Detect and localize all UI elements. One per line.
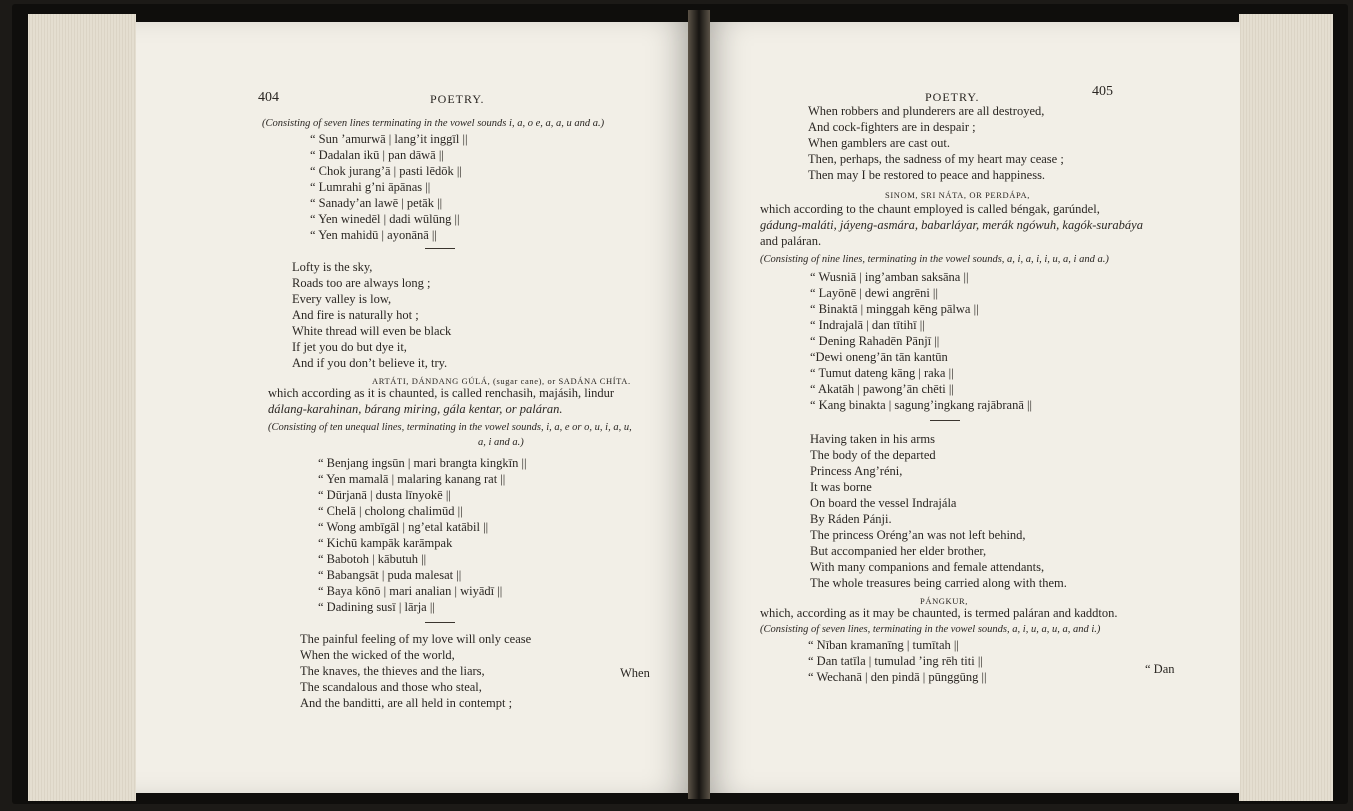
right-page-edges [1239, 14, 1333, 801]
verse-line: “ Akatāh | pawong’ān chēti || [810, 382, 954, 396]
translation-line: But accompanied her elder brother, [810, 544, 987, 558]
verse-line: “Dewi oneng’ān tān kantūn [810, 350, 948, 364]
translation-line: And the banditti, are all held in contempt ; [300, 696, 513, 710]
verse-line: “ Layōnē | dewi angrēni || [810, 286, 938, 300]
verse-line: “ Wusniā | ing’amban saksāna || [810, 270, 969, 284]
left-running-head: POETRY. [430, 92, 485, 106]
section-rule [425, 622, 455, 623]
translation-line: Roads too are always long ; [292, 276, 431, 290]
right-running-head: POETRY. [925, 90, 980, 104]
verse-line: “ Wong ambīgāl | ng’etal katābil || [318, 520, 489, 534]
translation-line: The scandalous and those who steal, [300, 680, 482, 694]
verse-line: “ Dadalan ikū | pan dāwā || [310, 148, 444, 162]
verse-line: “ Sun ’amurwā | lang’it inggīl || [310, 132, 468, 146]
verse-line: “ Kichū kampāk karāmpak [318, 536, 453, 550]
verse-form-note: (Consisting of seven lines terminating in the vowel sounds i, a, o e, a, a, u and a.) [262, 118, 605, 129]
body-line: gádung-maláti, jáyeng-asmára, babarláyar, merák ngówuh, kagók-surabáya [760, 218, 1143, 232]
body-line: dálang-karahinan, bárang miring, gála kentar, or paláran. [268, 402, 563, 416]
translation-line: And cock-fighters are in despair ; [808, 120, 976, 134]
translation-line: When robbers and plunderers are all destroyed, [808, 104, 1045, 118]
verse-line: “ Chok jurang’ā | pasti lēdōk || [310, 164, 462, 178]
left-page-number: 404 [258, 90, 279, 105]
translation-line: On board the vessel Indrajála [810, 496, 957, 510]
section-heading: PÁNGKUR, [920, 596, 969, 606]
verse-line: “ Sanady’an lawē | petāk || [310, 196, 443, 210]
book-gutter [688, 10, 710, 799]
translation-line: And fire is naturally hot ; [292, 308, 419, 322]
verse-line: “ Yen mahidū | ayonānā || [310, 228, 437, 242]
body-line: which according as it is chaunted, is called renchasih, majásih, lindur [268, 386, 615, 400]
verse-line: “ Yen winedēl | dadi wūlūng || [310, 212, 460, 226]
translation-line: When gamblers are cast out. [808, 136, 950, 150]
verse-form-note: (Consisting of seven lines, terminating in the vowel sounds, a, i, u, a, u, a, and i.) [760, 624, 1101, 635]
translation-line: White thread will even be black [292, 324, 452, 338]
verse-line: “ Babangsāt | puda malesat || [318, 568, 462, 582]
body-line: which, according as it may be chaunted, is termed paláran and kaddton. [760, 606, 1118, 620]
translation-line: Then, perhaps, the sadness of my heart may cease ; [808, 152, 1064, 166]
catchword: When [620, 666, 650, 680]
translation-line: The knaves, the thieves and the liars, [300, 664, 485, 678]
translation-line: By Ráden Pánji. [810, 512, 892, 526]
verse-line: “ Baya kōnō | mari analian | wiyādī || [318, 584, 503, 598]
translation-line: The princess Oréng’an was not left behind, [810, 528, 1026, 542]
verse-line: “ Indrajalā | dan tītihī || [810, 318, 925, 332]
translation-line: The body of the departed [810, 448, 936, 462]
translation-line: It was borne [810, 480, 872, 494]
translation-line: Princess Ang’réni, [810, 464, 903, 478]
translation-line: Every valley is low, [292, 292, 392, 306]
right-page-number: 405 [1092, 84, 1113, 99]
translation-line: The painful feeling of my love will only cease [300, 632, 532, 646]
translation-line: Having taken in his arms [810, 432, 935, 446]
verse-line: “ Kang binakta | sagung’ingkang rajābranā || [810, 398, 1033, 412]
section-rule [930, 420, 960, 421]
verse-form-note: (Consisting of ten unequal lines, terminating in the vowel sounds, i, a, e or o, u, i, a, u, [268, 422, 632, 433]
section-heading: SINOM, SRI NÁTA, OR PERDÁPA, [885, 190, 1030, 200]
left-page-edges [28, 14, 136, 801]
verse-form-note: (Consisting of nine lines, terminating in the vowel sounds, a, i, a, i, i, u, a, i and a.) [760, 254, 1109, 265]
verse-line: “ Lumrahi g’ni āpānas || [310, 180, 431, 194]
verse-line: “ Tumut dateng kāng | raka || [810, 366, 954, 380]
verse-line: “ Dan tatīla | tumulad ’ing rēh titi || [808, 654, 983, 668]
section-rule [425, 248, 455, 249]
verse-line: “ Chelā | cholong chalimūd || [318, 504, 463, 518]
verse-line: “ Binaktā | minggah kēng pālwa || [810, 302, 979, 316]
verse-line: “ Wechanā | den pindā | pūnggūng || [808, 670, 987, 684]
verse-line: “ Nīban kramanīng | tumītah || [808, 638, 959, 652]
translation-line: Then may I be restored to peace and happiness. [808, 168, 1046, 182]
translation-line: Lofty is the sky, [292, 260, 373, 274]
translation-line: If jet you do but dye it, [292, 340, 407, 354]
verse-line: “ Babotoh | kābutuh || [318, 552, 427, 566]
verse-line: “ Dūrjanā | dusta līnyokē || [318, 488, 451, 502]
translation-line: When the wicked of the world, [300, 648, 455, 662]
verse-line: “ Dening Rahadēn Pānjī || [810, 334, 940, 348]
body-line: and paláran. [760, 234, 822, 248]
translation-line: With many companions and female attendants, [810, 560, 1045, 574]
catchword: “ Dan [1145, 662, 1175, 676]
verse-line: “ Dadining susī | lārja || [318, 600, 435, 614]
verse-line: “ Benjang ingsūn | mari brangta kingkīn || [318, 456, 527, 470]
translation-line: The whole treasures being carried along with them. [810, 576, 1067, 590]
translation-line: And if you don’t believe it, try. [292, 356, 448, 370]
section-heading: ARTÁTI, DÁNDANG GÚLÁ, (sugar cane), or SADÁNA CHÍTA. [372, 376, 631, 386]
body-line: which according to the chaunt employed is called béngak, garúndel, [760, 202, 1100, 216]
verse-form-note: a, i and a.) [478, 437, 524, 448]
verse-line: “ Yen mamalā | malaring kanang rat || [318, 472, 506, 486]
